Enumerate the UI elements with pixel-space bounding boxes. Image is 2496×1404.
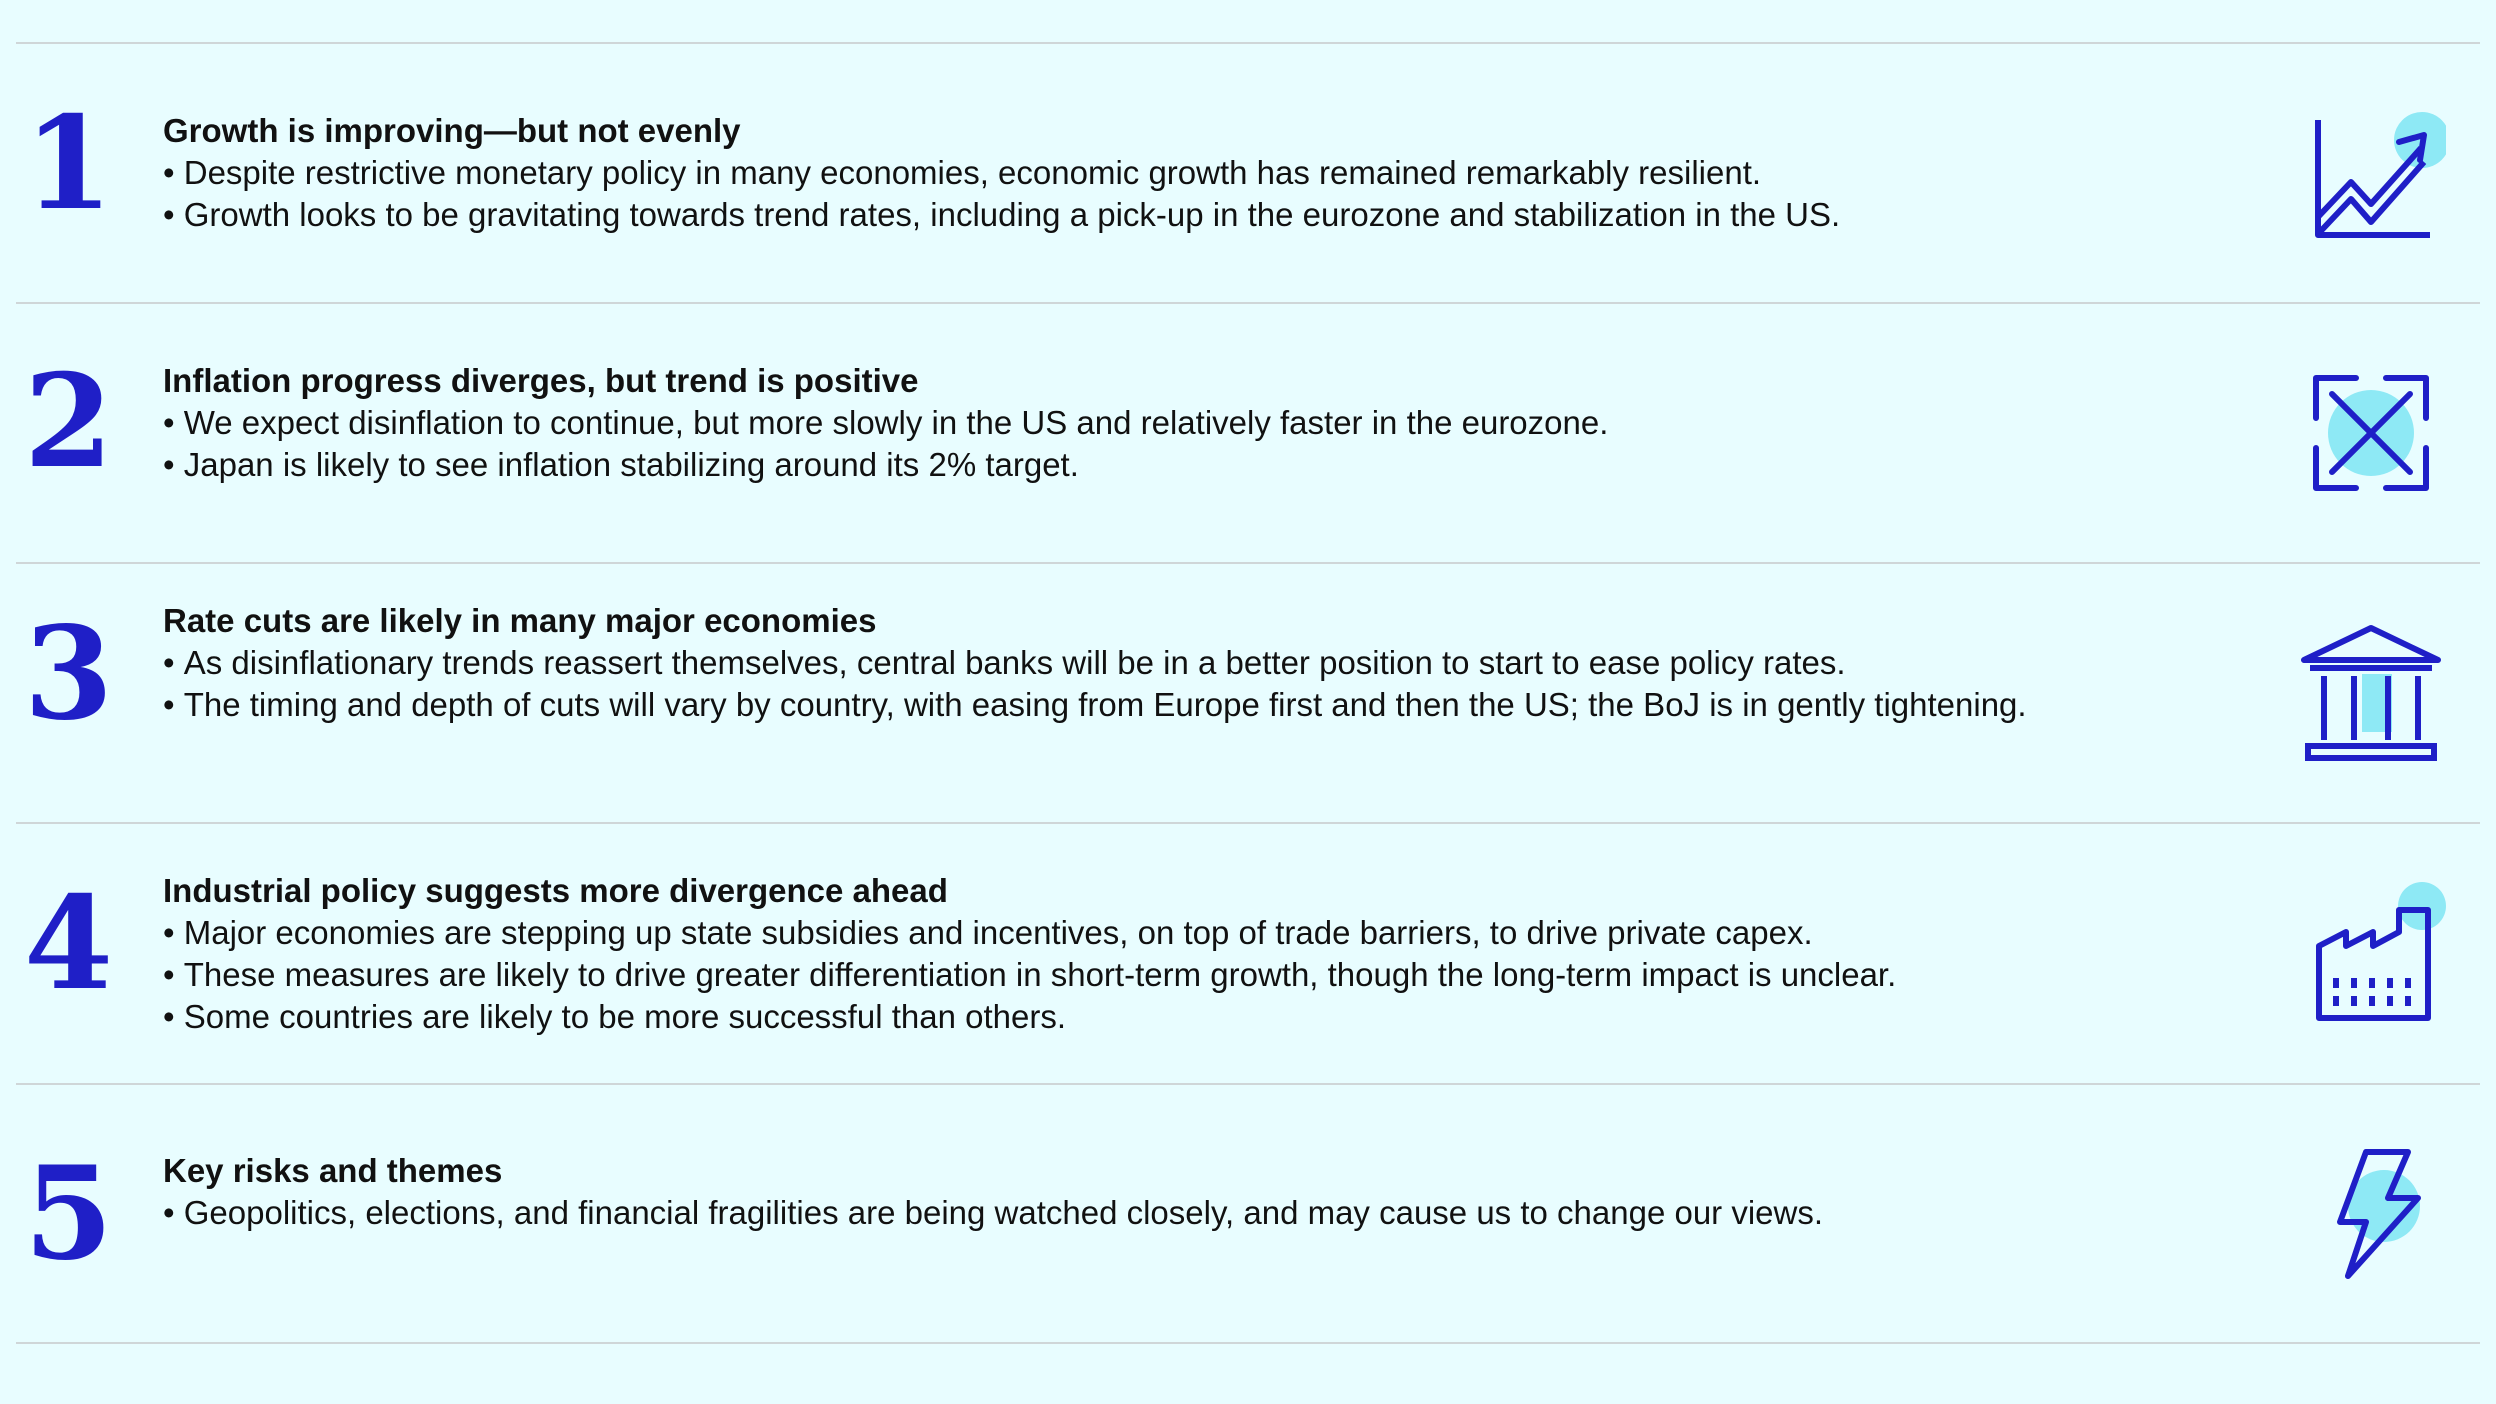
item-bullet: • Geopolitics, elections, and financial fragilities are being watched closely, and may cause us to change our views.: [163, 1192, 2243, 1234]
item-bullet: • Japan is likely to see inflation stabilizing around its 2% target.: [163, 444, 2243, 486]
item-title: Rate cuts are likely in many major economies: [163, 602, 877, 639]
lightning-bolt-icon: [2296, 1140, 2446, 1290]
item-title: Inflation progress diverges, but trend is positive: [163, 362, 919, 399]
item-number: 2: [24, 347, 114, 497]
item-title: Growth is improving—but not evenly: [163, 112, 741, 149]
item-number: 4: [24, 869, 114, 1019]
item-bullet: • Growth looks to be gravitating towards trend rates, including a pick-up in the eurozone and stabilization in the US.: [163, 194, 2243, 236]
item-number: 1: [24, 89, 114, 239]
item-bullet: • As disinflationary trends reassert themselves, central banks will be in a better position to start to ease policy rates.: [163, 642, 2243, 684]
item-title: Key risks and themes: [163, 1152, 503, 1189]
item-bullet: • Major economies are stepping up state subsidies and incentives, on top of trade barriers, to drive private capex.: [163, 912, 2243, 954]
item-number: 5: [24, 1139, 114, 1289]
item-bullet: • We expect disinflation to continue, but more slowly in the US and relatively faster in the eurozone.: [163, 402, 2243, 444]
item-bullet: • Despite restrictive monetary policy in many economies, economic growth has remained remarkably resilient.: [163, 152, 2243, 194]
item-title: Industrial policy suggests more divergence ahead: [163, 872, 948, 909]
divider: [16, 1342, 2480, 1344]
item-bullet: • These measures are likely to drive greater differentiation in short-term growth, though the long-term impact is unclear.: [163, 954, 2243, 996]
item-text: [163, 1150, 2243, 1234]
item-bullet: • The timing and depth of cuts will vary by country, with easing from Europe first and then the US; the BoJ is in gently tightening.: [163, 684, 2243, 726]
item-bullet: • Some countries are likely to be more successful than others.: [163, 996, 2243, 1038]
item-number: 3: [24, 599, 114, 749]
